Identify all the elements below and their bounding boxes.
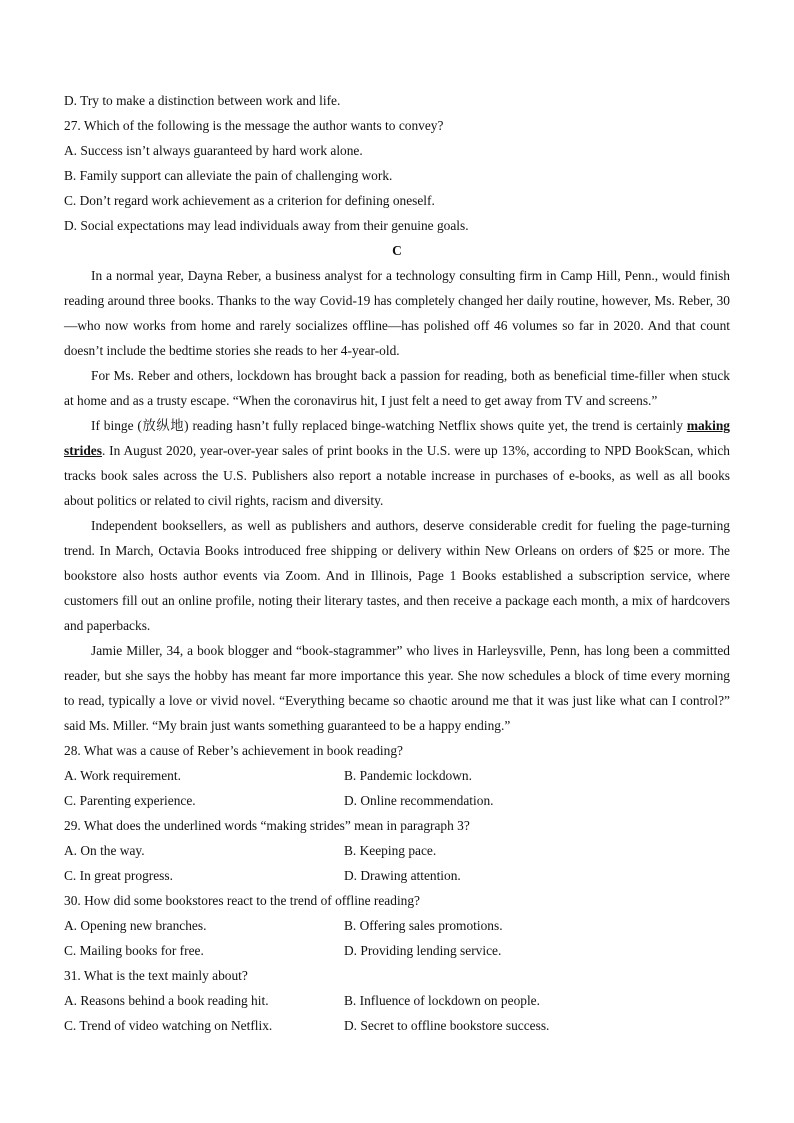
- paragraph-3-text-after: . In August 2020, year-over-year sales of print books in the U.S. were up 13%, according to NPD BookScan, which tracks book sales across the U.S. Publishers also report a notable increase in purchases of e-books, as well as all books about politics or related to civil rights, racism and diversity.: [64, 443, 730, 508]
- q27-option-d: D. Social expectations may lead individuals away from their genuine goals.: [64, 218, 469, 233]
- q29-option-d: D. Drawing attention.: [344, 868, 461, 883]
- q28-option-d: D. Online recommendation.: [344, 793, 494, 808]
- q30-option-b: B. Offering sales promotions.: [344, 918, 503, 933]
- passage-paragraph-4: Independent booksellers, as well as publishers and authors, deserve considerable credit for fueling the page-turning trend. In March, Octavia Books introduced free shipping or delivery within New Orleans on orders of $25 or more. The bookstore also hosts author events via Zoom. And in Illinois, Page 1 Books established a subscription service, where customers fill out an online profile, noting their literary tastes, and then receive a package each month, a mix of hardcovers and paperbacks.: [64, 518, 730, 633]
- q27-option-b: B. Family support can alleviate the pain of challenging work.: [64, 168, 393, 183]
- q31-option-a: A. Reasons behind a book reading hit.: [64, 993, 269, 1008]
- q30-options-row-1: [64, 913, 730, 938]
- section-letter: C: [392, 243, 402, 258]
- q28-options-row-2: [64, 788, 730, 813]
- q29-options-row-1: [64, 838, 730, 863]
- q31-options-row-1: [64, 988, 730, 1013]
- q29-options-row-2: [64, 863, 730, 888]
- q30-stem: 30. How did some bookstores react to the trend of offline reading?: [64, 893, 420, 908]
- q30-options-row-2: [64, 938, 730, 963]
- q29-option-c: C. In great progress.: [64, 868, 173, 883]
- q31-option-b: B. Influence of lockdown on people.: [344, 993, 540, 1008]
- passage-paragraph-1: In a normal year, Dayna Reber, a business analyst for a technology consulting firm in Camp Hill, Penn., would finish reading around three books. Thanks to the way Covid-19 has completely changed her daily routine, however, Ms. Reber, 30—who now works from home and rarely socializes offline—has polished off 46 volumes so far in 2020. And that count doesn’t include the bedtime stories she reads to her 4-year-old.: [64, 268, 730, 358]
- exam-page: [64, 88, 730, 1038]
- q30-option-d: D. Providing lending service.: [344, 943, 502, 958]
- passage-paragraph-2: For Ms. Reber and others, lockdown has brought back a passion for reading, both as beneficial time-filler when stuck at home and as a trusty escape. “When the coronavirus hit, I just felt a need to get away from TV and screens.”: [64, 368, 730, 408]
- q28-stem: 28. What was a cause of Reber’s achievement in book reading?: [64, 743, 403, 758]
- paragraph-3-text-before: If binge (放纵地) reading hasn’t fully replaced binge-watching Netflix shows quite yet, the trend is certainly: [91, 418, 687, 433]
- q27-option-a: A. Success isn’t always guaranteed by hard work alone.: [64, 143, 363, 158]
- q28-options-row-1: [64, 763, 730, 788]
- passage-paragraph-3: [64, 413, 730, 513]
- q31-stem: 31. What is the text mainly about?: [64, 968, 248, 983]
- q28-option-b: B. Pandemic lockdown.: [344, 768, 472, 783]
- underlined-phrase: making strides: [64, 418, 730, 458]
- q27-option-c: C. Don’t regard work achievement as a criterion for defining oneself.: [64, 193, 435, 208]
- q30-option-a: A. Opening new branches.: [64, 918, 207, 933]
- q29-option-a: A. On the way.: [64, 843, 145, 858]
- q28-option-c: C. Parenting experience.: [64, 793, 196, 808]
- passage-paragraph-5: Jamie Miller, 34, a book blogger and “book-stagrammer” who lives in Harleysville, Penn, has long been a committed reader, but she says the hobby has meant far more importance this year. She now schedules a block of time every morning to read, typically a love or vivid novel. “Everything became so chaotic around me that it was just like what can I control?” said Ms. Miller. “My brain just wants something guaranteed to be a happy ending.”: [64, 643, 730, 733]
- q28-option-a: A. Work requirement.: [64, 768, 181, 783]
- q31-option-c: C. Trend of video watching on Netflix.: [64, 1018, 273, 1033]
- q26-option-d: D. Try to make a distinction between work and life.: [64, 93, 341, 108]
- q27-stem: 27. Which of the following is the message the author wants to convey?: [64, 118, 444, 133]
- q31-options-row-2: [64, 1013, 730, 1038]
- q30-option-c: C. Mailing books for free.: [64, 943, 204, 958]
- q29-stem: 29. What does the underlined words “making strides” mean in paragraph 3?: [64, 818, 470, 833]
- q29-option-b: B. Keeping pace.: [344, 843, 437, 858]
- q31-option-d: D. Secret to offline bookstore success.: [344, 1018, 550, 1033]
